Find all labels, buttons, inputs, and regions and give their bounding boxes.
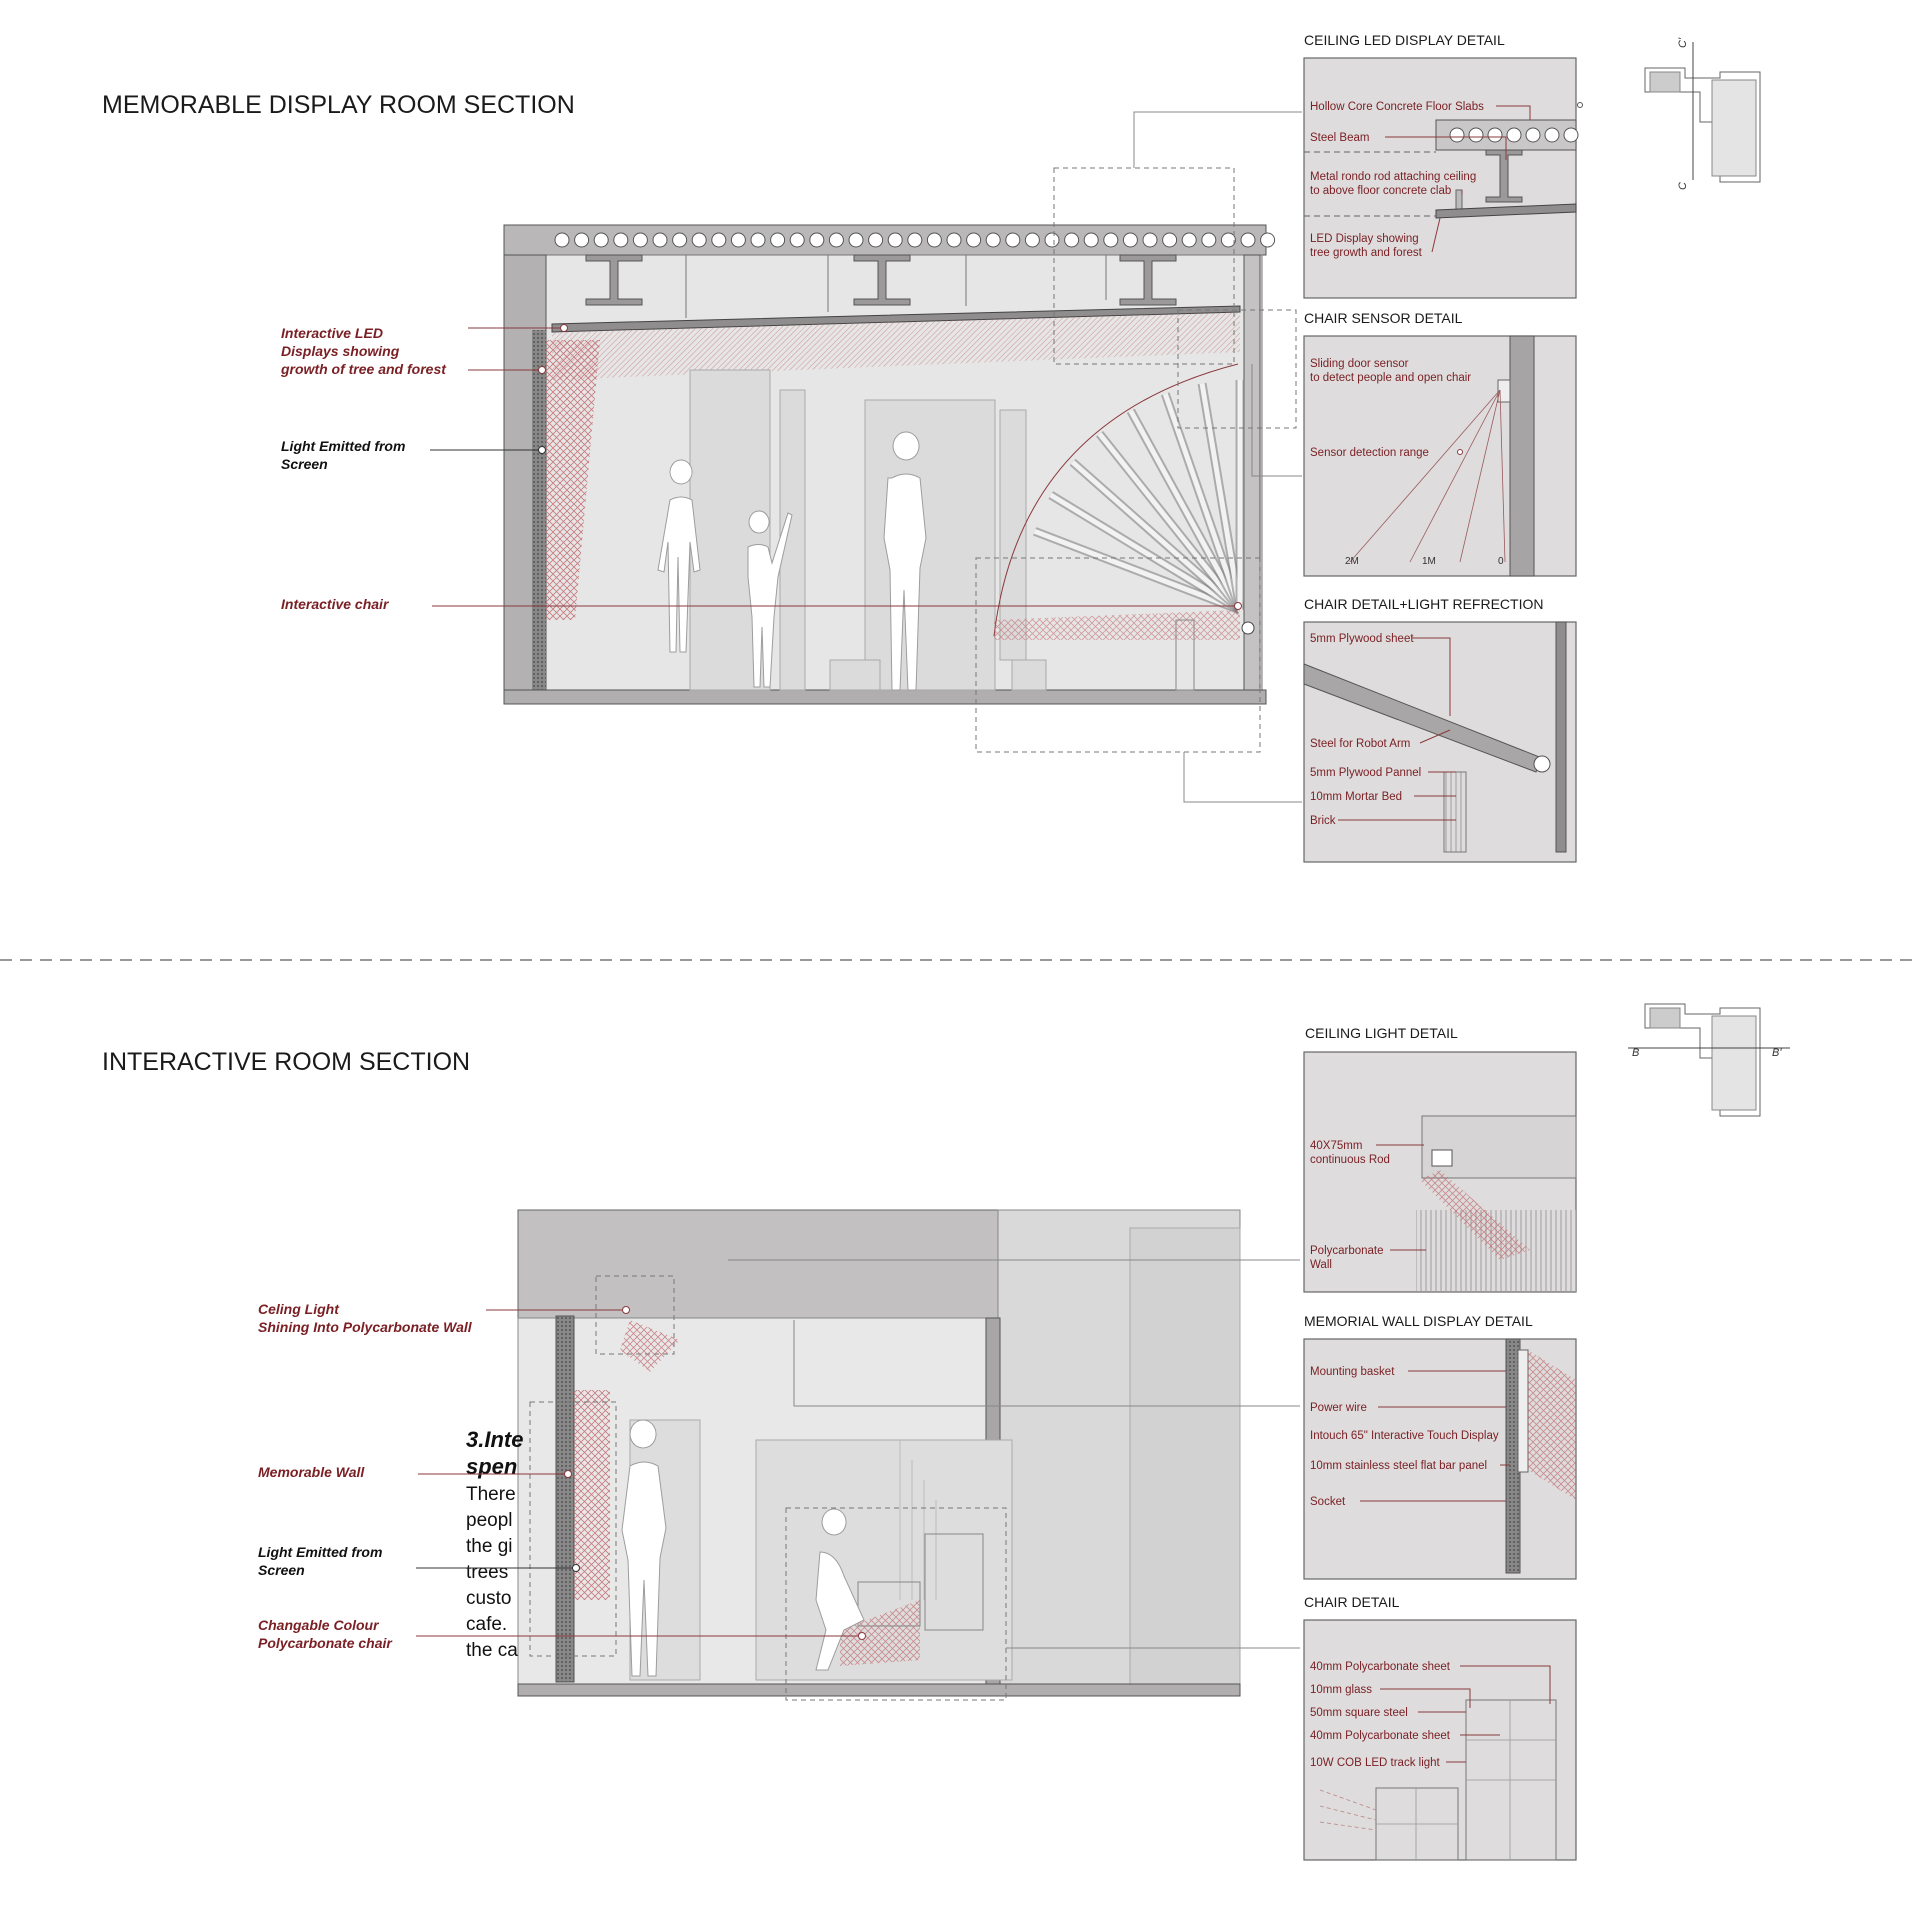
svg-text:1M: 1M [1422, 556, 1436, 567]
svg-text:the gi: the gi [466, 1536, 513, 1557]
svg-text:10mm Mortar Bed: 10mm Mortar Bed [1310, 791, 1403, 803]
svg-text:to detect people and open chai: to detect people and open chair [1310, 372, 1472, 384]
bottom-section-title: INTERACTIVE ROOM SECTION [102, 1048, 471, 1076]
top-section-title: MEMORABLE DISPLAY ROOM SECTION [102, 91, 575, 119]
svg-text:Celing Light: Celing Light [258, 1301, 339, 1317]
detail-title-chair-sensor: CHAIR SENSOR DETAIL [1304, 310, 1463, 326]
svg-text:Displays showing: Displays showing [281, 343, 400, 359]
svg-text:C: C [1677, 182, 1689, 190]
svg-text:Sensor detection range: Sensor detection range [1310, 447, 1429, 459]
key-plan-bottom [1628, 1004, 1790, 1116]
bottom-room-section [518, 1210, 1240, 1696]
detail-ceiling-light [1304, 1052, 1576, 1292]
svg-text:Intouch 65" Interactive Touch: Intouch 65" Interactive Touch Display [1310, 1430, 1499, 1442]
svg-text:Interactive LED: Interactive LED [281, 325, 383, 341]
svg-text:Shining Into Polycarbonate Wal: Shining Into Polycarbonate Wall [258, 1319, 472, 1335]
svg-text:Metal rondo rod attaching ceil: Metal rondo rod attaching ceiling [1310, 171, 1477, 183]
svg-text:40X75mm: 40X75mm [1310, 1140, 1363, 1152]
detail-chair-sensor [1304, 336, 1576, 576]
overlapping-text-fragment [466, 1427, 523, 1661]
svg-text:spen: spen [466, 1454, 518, 1479]
svg-text:5mm Plywood sheet: 5mm Plywood sheet [1310, 633, 1414, 645]
svg-text:10mm stainless steel flat bar: 10mm stainless steel flat bar panel [1310, 1460, 1488, 1472]
hollow-core-slab-circles [555, 233, 1275, 247]
svg-text:peopl: peopl [466, 1510, 513, 1531]
detail-chair-light [1304, 622, 1576, 862]
svg-text:tree growth and forest: tree growth and forest [1310, 247, 1422, 259]
svg-text:Interactive chair: Interactive chair [281, 596, 389, 612]
detail-title-chair: CHAIR DETAIL [1304, 1594, 1400, 1610]
svg-text:There: There [466, 1484, 516, 1505]
svg-text:continuous Rod: continuous Rod [1310, 1154, 1390, 1166]
svg-text:Changable Colour: Changable Colour [258, 1617, 379, 1633]
svg-text:2M: 2M [1345, 556, 1359, 567]
svg-text:C': C' [1677, 37, 1689, 48]
svg-text:growth of tree and forest: growth of tree and forest [281, 361, 446, 377]
svg-text:Steel Beam: Steel Beam [1310, 132, 1370, 144]
svg-text:10mm glass: 10mm glass [1310, 1684, 1372, 1696]
detail-title-ceiling-led: CEILING LED DISPLAY DETAIL [1304, 32, 1505, 48]
svg-text:Polycarbonate: Polycarbonate [1310, 1245, 1384, 1257]
svg-text:Socket: Socket [1310, 1496, 1346, 1508]
svg-text:40mm Polycarbonate sheet: 40mm Polycarbonate sheet [1310, 1661, 1450, 1673]
top-room-section [504, 225, 1275, 704]
key-plan-top [1645, 37, 1760, 190]
svg-text:Memorable Wall: Memorable Wall [258, 1464, 365, 1480]
detail-title-memorial-wall: MEMORIAL WALL DISPLAY DETAIL [1304, 1313, 1533, 1329]
detail-ceiling-led [1304, 58, 1583, 298]
svg-text:40mm Polycarbonate sheet: 40mm Polycarbonate sheet [1310, 1730, 1450, 1742]
svg-text:Light Emitted from: Light Emitted from [258, 1544, 383, 1560]
svg-text:B: B [1632, 1047, 1640, 1059]
svg-text:Hollow Core Concrete Floor Sla: Hollow Core Concrete Floor Slabs [1310, 101, 1484, 113]
detail-title-ceiling-light: CEILING LIGHT DETAIL [1305, 1025, 1458, 1041]
svg-text:Screen: Screen [281, 456, 328, 472]
svg-text:the ca: the ca [466, 1640, 518, 1661]
svg-text:trees: trees [466, 1562, 509, 1583]
svg-text:LED Display showing: LED Display showing [1310, 233, 1419, 245]
detail-title-chair-light: CHAIR DETAIL+LIGHT REFRECTION [1304, 596, 1544, 612]
svg-text:Mounting basket: Mounting basket [1310, 1366, 1395, 1378]
detail-memorial-wall [1304, 1339, 1576, 1579]
svg-text:Brick: Brick [1310, 815, 1336, 827]
svg-text:Light Emitted from: Light Emitted from [281, 438, 406, 454]
svg-text:cafe.: cafe. [466, 1614, 508, 1635]
svg-text:0: 0 [1498, 556, 1504, 567]
svg-text:10W COB LED track light: 10W COB LED track light [1310, 1757, 1440, 1769]
svg-text:5mm Plywood Pannel: 5mm Plywood Pannel [1310, 767, 1422, 779]
svg-text:Sliding door sensor: Sliding door sensor [1310, 358, 1409, 370]
svg-text:to above floor concrete clab: to above floor concrete clab [1310, 185, 1452, 197]
svg-text:3.Inte: 3.Inte [466, 1427, 524, 1452]
detail-chair [1304, 1620, 1576, 1860]
svg-text:custo: custo [466, 1588, 512, 1609]
svg-text:Polycarbonate chair: Polycarbonate chair [258, 1635, 392, 1651]
svg-text:Wall: Wall [1310, 1259, 1332, 1271]
svg-text:50mm square steel: 50mm square steel [1310, 1707, 1408, 1719]
svg-text:B': B' [1772, 1047, 1782, 1059]
svg-text:Power wire: Power wire [1310, 1402, 1367, 1414]
svg-text:Steel for Robot Arm: Steel for Robot Arm [1310, 738, 1411, 750]
svg-text:Screen: Screen [258, 1562, 305, 1578]
